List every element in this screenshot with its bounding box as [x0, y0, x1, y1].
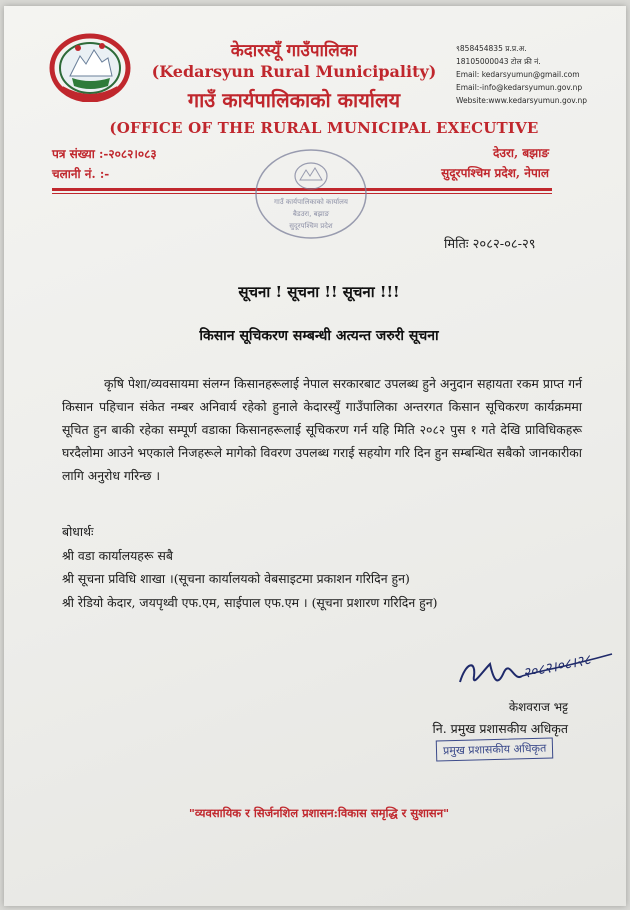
notice-body: कृषि पेशा/व्यवसायमा संलग्न किसानहरूलाई नेपाल सरकारबाट उपलब्ध हुने अनुदान सहायता रकम प्राप्त गर्न किसान पहिचान संकेत नम्बर अनिवार्य रहेको हुनाले केदारस्युँ गाउँपालिका अन्तरगत किसान सूचिकरण कार्यक्रममा सूचित हुन बाकी रहेका सम्पूर्ण वडाका किसानहरूलाई सूचिकरण गर्न यहि मिति २०८२ पुस १ गते देखि प्राविधिकहरू घरदैलोमा आउने भएकाले निजहरूले मागेको विवरण उपलब्ध गराई सहयोग गरि दिन हुन सम्बन्धित सबैको जानकारीका लागि अनुरोध गरिन्छ ।: [62, 376, 582, 483]
address-block: [399, 143, 549, 183]
notice-subtitle: किसान सूचिकरण सम्बन्धी अत्यन्त जरुरी सूचना: [199, 328, 439, 344]
notice-date: मितिः २०८२-०८-२९: [444, 237, 536, 252]
municipality-name-nepali: केदारस्यूँ गाउँपालिका: [230, 41, 358, 61]
signatory-name: केशवराज भट्ट: [508, 700, 568, 714]
svg-text:२०८२।०८।२८: २०८२।०८।२८: [521, 651, 593, 682]
address-line-1: देउरा, बझाङ: [493, 146, 549, 160]
contact-tollfree: 18105000043 टोल फ्री नं.: [456, 57, 541, 66]
cc-item: श्री सूचना प्रविधि शाखा ।(सूचना कार्यालयको वेबसाइटमा प्रकाशन गरिदिन हुन): [62, 571, 410, 586]
office-name-english: (OFFICE OF THE RURAL MUNICIPAL EXECUTIVE: [109, 119, 539, 137]
contact-email-gmail: Email: kedarsyumun@gmail.com: [456, 70, 580, 79]
footer-motto: "व्यवसायिक र सिर्जनशिल प्रशासन:विकास समृद्धि र सुशासन": [188, 806, 450, 820]
signatory-designation: नि. प्रमुख प्रशासकीय अधिकृत: [432, 721, 568, 736]
nepal-emblem-icon: [48, 32, 132, 102]
letter-page: [4, 6, 626, 906]
office-seal-stamp: [252, 146, 370, 242]
svg-text:गाउँ कार्यपालिकाको कार्यालय: गाउँ कार्यपालिकाको कार्यालय: [274, 198, 348, 206]
notice-title: सूचना ! सूचना !! सूचना !!!: [238, 283, 400, 301]
designation-stamp: प्रमुख प्रशासकीय अधिकृत: [436, 737, 554, 761]
contact-phone: ९858454835 प्र.प्र.अ.: [456, 44, 527, 53]
svg-text:बैडउरा, बझाङ: बैडउरा, बझाङ: [292, 210, 330, 218]
dispatch-number: चलानी नं. :-: [52, 167, 110, 181]
letter-number: पत्र संख्या :-२०८२।०८३: [52, 147, 157, 161]
office-name-nepali: गाउँ कार्यपालिकाको कार्यालय: [187, 88, 401, 112]
contact-website: Website:www.kedarsyumun.gov.np: [456, 96, 588, 105]
contact-email-info: Email:-info@kedarsyumun.gov.np: [456, 83, 583, 92]
svg-text:सुदूरपश्चिम प्रदेश: सुदूरपश्चिम प्रदेश: [289, 222, 333, 230]
cc-item: श्री वडा कार्यालयहरू सबै: [62, 547, 173, 563]
cc-item: श्री रेडियो केदार, जयपृथ्वी एफ.एम, साईपाल एफ.एम । (सूचना प्रशारण गरिदिन हुन): [62, 594, 438, 610]
municipality-name-english: (Kedarsyun Rural Municipality): [151, 62, 437, 81]
address-line-2: सुदूरपश्चिम प्रदेश, नेपाल: [441, 166, 549, 180]
reference-block: [52, 144, 157, 184]
handwritten-signature: [452, 642, 622, 702]
contact-block: [456, 42, 626, 107]
cc-heading: बोधार्थः: [62, 524, 94, 539]
cc-list: [62, 520, 602, 614]
